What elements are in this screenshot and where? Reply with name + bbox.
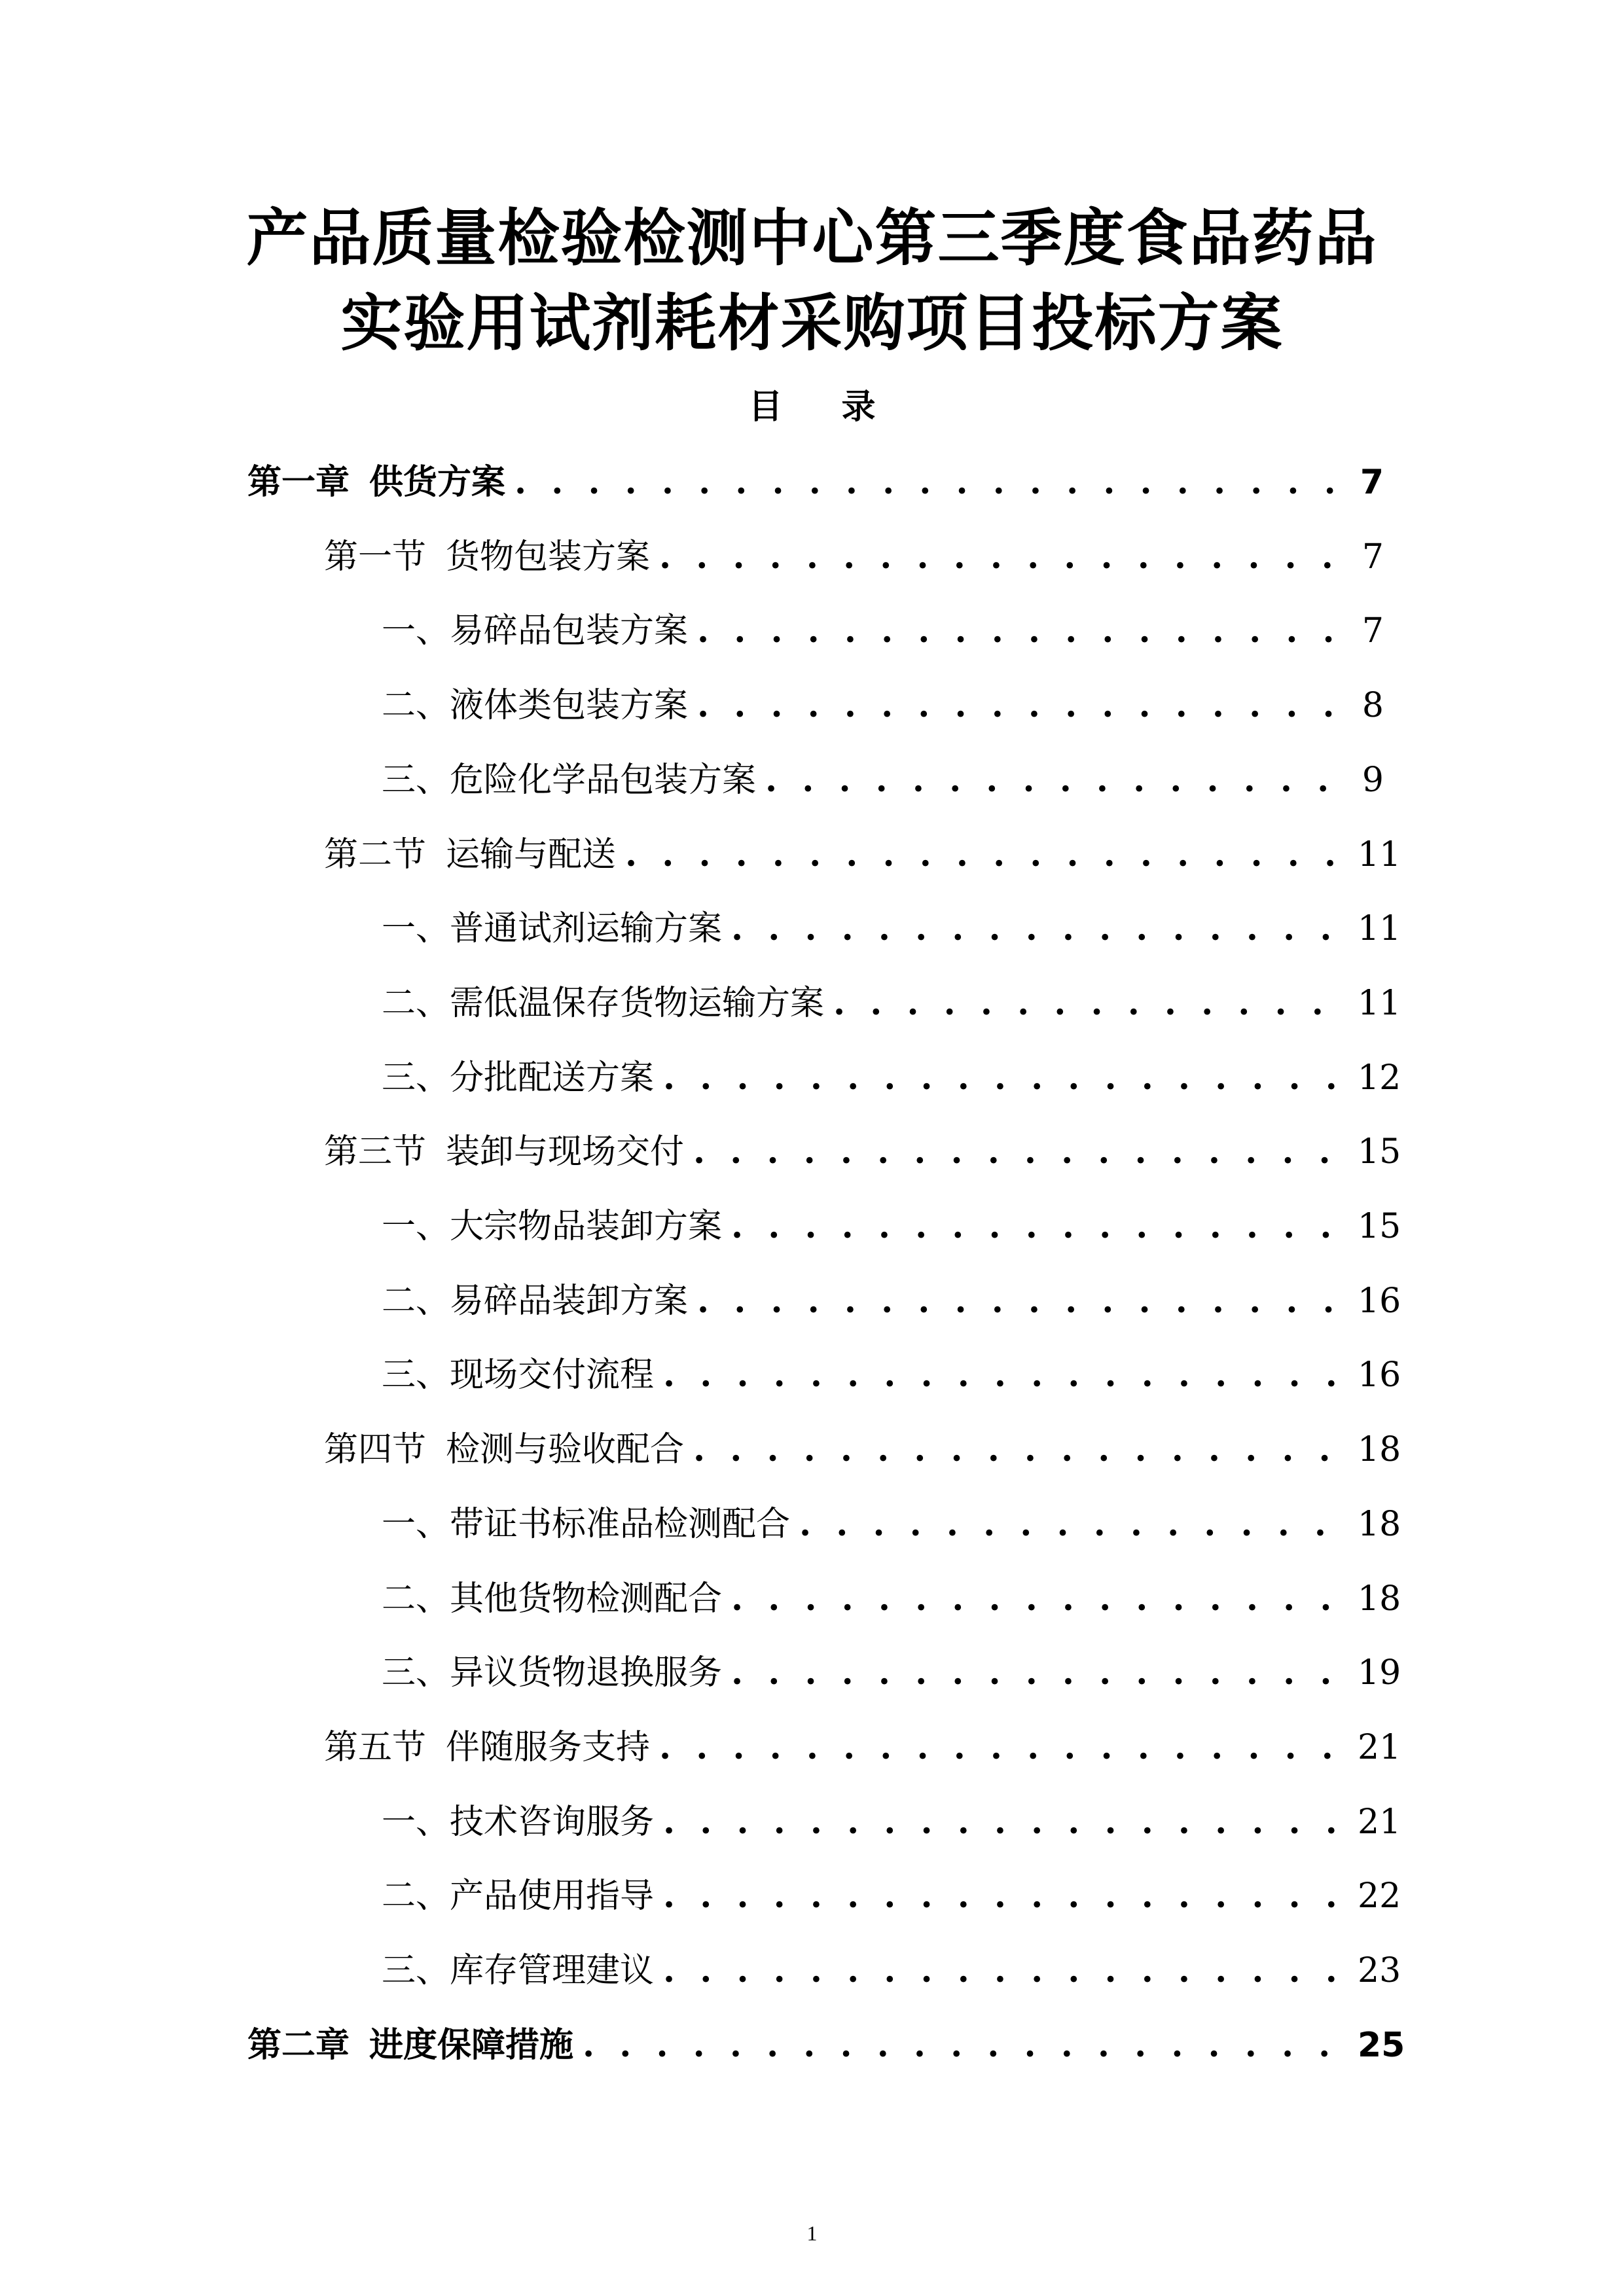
- toc-leader-dots: [731, 912, 1350, 946]
- toc-entry-number: 二、: [382, 984, 450, 1023]
- toc-entry-label: 伴随服务支持: [446, 1728, 651, 1767]
- toc-entry-label: 其他货物检测配合: [450, 1579, 723, 1619]
- toc-entry[interactable]: [382, 1346, 1401, 1395]
- toc-entry[interactable]: [382, 1867, 1401, 1916]
- toc-entry-page: 7: [1362, 611, 1384, 651]
- toc-entry[interactable]: [382, 1496, 1401, 1544]
- toc-entry-label: 易碎品装卸方案: [450, 1282, 689, 1321]
- document-title-line-2: 实验用试剂耗材采购项目投标方案: [340, 288, 1284, 359]
- document-title-line-1: 产品质量检验检测中心第三季度食品药品: [246, 203, 1378, 274]
- toc-entry-page: 18: [1358, 1430, 1401, 1469]
- toc-leader-dots: [663, 1805, 1350, 1839]
- toc-entry-number: 第四节: [324, 1430, 427, 1469]
- toc-entry[interactable]: [382, 1793, 1401, 1842]
- toc-entry-page: 23: [1358, 1951, 1401, 1990]
- toc-entry-page: 15: [1358, 1132, 1401, 1172]
- toc-leader-dots: [697, 689, 1350, 723]
- toc-entry-label: 大宗物品装卸方案: [450, 1207, 723, 1246]
- toc-entry-number: 第三节: [324, 1132, 427, 1172]
- toc-entry[interactable]: [324, 1719, 1401, 1767]
- toc-entry[interactable]: [324, 1123, 1401, 1172]
- toc-leader-dots: [697, 1284, 1350, 1318]
- toc-entry[interactable]: [382, 677, 1384, 723]
- toc-entry[interactable]: [382, 900, 1401, 948]
- toc-leader-dots: [663, 1954, 1350, 1988]
- toc-entry[interactable]: [382, 975, 1401, 1023]
- toc-entry-page: 11: [1358, 984, 1401, 1023]
- toc-entry-label: 检测与验收配合: [446, 1430, 685, 1469]
- toc-leader-dots: [583, 2028, 1350, 2062]
- toc-entry-number: 第一章: [247, 463, 350, 502]
- toc-entry-label: 危险化学品包装方案: [450, 761, 757, 800]
- toc-entry-page: 9: [1362, 761, 1384, 800]
- toc-entry-label: 异议货物退换服务: [450, 1653, 723, 1693]
- toc-entry-page: 21: [1358, 1803, 1401, 1842]
- toc-entry-page: 25: [1358, 2026, 1405, 2065]
- toc-entry-page: 11: [1358, 909, 1401, 948]
- toc-entry[interactable]: [382, 1198, 1401, 1246]
- toc-leader-dots: [625, 838, 1350, 872]
- toc-leader-dots: [693, 1135, 1350, 1169]
- toc-leader-dots: [659, 540, 1350, 574]
- toc-leader-dots: [731, 1210, 1350, 1244]
- toc-leader-dots: [663, 1879, 1350, 1913]
- toc-entry[interactable]: [382, 751, 1384, 800]
- toc-entry-number: 一、: [382, 1505, 450, 1544]
- toc-leader-dots: [697, 614, 1350, 648]
- toc-entry-label: 装卸与现场交付: [446, 1132, 685, 1172]
- toc-entry-page: 7: [1360, 463, 1384, 502]
- toc-entry-number: 第二章: [247, 2026, 350, 2065]
- toc-entry[interactable]: [324, 1421, 1401, 1469]
- toc-entry-number: 一、: [382, 1803, 450, 1842]
- toc-entry[interactable]: [382, 602, 1384, 651]
- toc-entry-page: 12: [1358, 1058, 1401, 1098]
- toc-entry-page: 7: [1362, 537, 1384, 577]
- toc-entry-label: 现场交付流程: [450, 1355, 655, 1395]
- toc-entry-label: 货物包装方案: [446, 537, 651, 577]
- toc-entry-page: 16: [1358, 1282, 1401, 1321]
- toc-entry-number: 三、: [382, 1951, 450, 1990]
- toc-leader-dots: [833, 986, 1350, 1020]
- toc-entry-page: 15: [1358, 1207, 1401, 1246]
- toc-leader-dots: [731, 1656, 1350, 1690]
- toc-entry-page: 21: [1358, 1728, 1401, 1767]
- toc-entry[interactable]: [324, 528, 1384, 577]
- toc-entry[interactable]: [324, 826, 1401, 874]
- toc-entry-page: 16: [1358, 1355, 1401, 1395]
- toc-leader-dots: [663, 1358, 1350, 1392]
- toc-entry[interactable]: [382, 1049, 1401, 1098]
- toc-entry-label: 普通试剂运输方案: [450, 909, 723, 948]
- toc-entry-number: 第一节: [324, 537, 427, 577]
- toc-entry-number: 三、: [382, 1653, 450, 1693]
- toc-entry-label: 液体类包装方案: [450, 686, 689, 725]
- toc-entry-label: 带证书标准品检测配合: [450, 1505, 791, 1544]
- toc-entry-label: 进度保障措施: [369, 2026, 574, 2065]
- toc-entry-page: 8: [1362, 686, 1384, 725]
- toc-entry-page: 18: [1358, 1505, 1401, 1544]
- toc-entry-number: 二、: [382, 1282, 450, 1321]
- toc-entry-label: 需低温保存货物运输方案: [450, 984, 825, 1023]
- toc-entry-number: 第二节: [324, 835, 427, 874]
- toc-entry[interactable]: [247, 454, 1384, 502]
- toc-leader-dots: [663, 1061, 1350, 1095]
- toc-entry-page: 22: [1358, 1876, 1401, 1916]
- toc-leader-dots: [659, 1731, 1350, 1765]
- toc-entry-page: 19: [1358, 1653, 1401, 1693]
- toc-leader-dots: [514, 465, 1350, 499]
- toc-entry-label: 库存管理建议: [450, 1951, 655, 1990]
- toc-entry-number: 二、: [382, 1579, 450, 1619]
- toc-entry[interactable]: [382, 1644, 1401, 1693]
- toc-entry-number: 第五节: [324, 1728, 427, 1767]
- toc-entry-label: 供货方案: [369, 463, 506, 502]
- toc-leader-dots: [799, 1507, 1350, 1541]
- toc-entry[interactable]: [382, 1942, 1401, 1990]
- toc-entry-label: 易碎品包装方案: [450, 611, 689, 651]
- toc-entry[interactable]: [247, 2017, 1405, 2065]
- page-number: 1: [806, 2221, 818, 2245]
- toc-entry[interactable]: [382, 1570, 1401, 1619]
- toc-entry-label: 产品使用指导: [450, 1876, 655, 1916]
- toc-entry-label: 分批配送方案: [450, 1058, 655, 1098]
- toc-entry[interactable]: [382, 1272, 1401, 1321]
- toc-entry-number: 三、: [382, 1058, 450, 1098]
- toc-entry-page: 18: [1358, 1579, 1401, 1619]
- toc-entry-label: 运输与配送: [446, 835, 617, 874]
- toc-entry-number: 一、: [382, 1207, 450, 1246]
- toc-leader-dots: [765, 763, 1350, 797]
- toc-entry-label: 技术咨询服务: [450, 1803, 655, 1842]
- toc-entry-number: 一、: [382, 611, 450, 651]
- toc-leader-dots: [693, 1433, 1350, 1467]
- toc-entry-page: 11: [1358, 835, 1401, 874]
- toc-entry-number: 二、: [382, 686, 450, 725]
- toc-entry-number: 二、: [382, 1876, 450, 1916]
- toc-heading: 目 录: [748, 387, 899, 427]
- toc-entry-number: 三、: [382, 1355, 450, 1395]
- toc-entry-number: 一、: [382, 909, 450, 948]
- toc-leader-dots: [731, 1582, 1350, 1616]
- toc-entry-number: 三、: [382, 761, 450, 800]
